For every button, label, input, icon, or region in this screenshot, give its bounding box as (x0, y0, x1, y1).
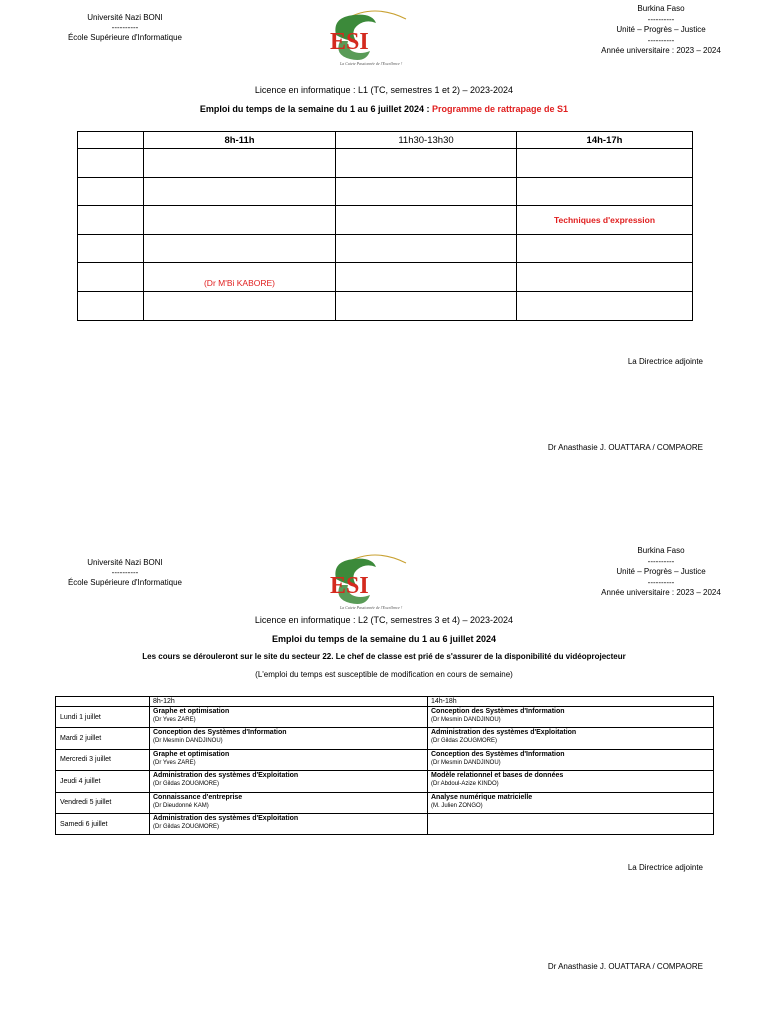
day-cell: Lundi 1 juillet (56, 707, 150, 728)
dashes: ---------- (647, 556, 675, 566)
course-name: Graphe et optimisation (153, 708, 230, 715)
table-cell (144, 234, 336, 263)
table-cell (144, 177, 336, 206)
course-name: Administration des systèmes d'Exploitation (153, 814, 299, 822)
morning-cell (150, 792, 428, 813)
school-name: École Supérieure d'Informatique (67, 578, 183, 587)
table-row (78, 206, 693, 235)
header-left (35, 556, 215, 589)
course-name: Conception des Systèmes d'Information (153, 729, 287, 737)
afternoon-cell (428, 792, 714, 813)
table-row (56, 771, 714, 792)
table-cell (144, 206, 336, 235)
teacher-name: (Dr Gildas ZOUGMORE) (153, 781, 219, 788)
table-cell (517, 234, 693, 263)
subtitle-text: Emploi du temps de la semaine du 1 au 6 juillet 2024 : (199, 104, 432, 114)
table-cell (517, 263, 693, 292)
notice-text: Les cours se dérouleront sur le site du secteur 22. Le chef de classe est prié de s'assurer de la disponibilité du vidéoprojecteur (142, 652, 626, 661)
teacher-name: (Dr Gildas ZOUGMORE) (153, 823, 219, 830)
header-cell: 14h-17h (517, 132, 693, 149)
table-row (78, 177, 693, 206)
header-cell (56, 697, 150, 707)
dashes: ---------- (647, 35, 675, 45)
day-cell: Samedi 6 juillet (56, 813, 150, 834)
day-cell: Jeudi 4 juillet (56, 771, 150, 792)
morning-cell (150, 749, 428, 770)
teacher-name: (M. Julien ZONGO) (431, 802, 483, 809)
table-cell (336, 206, 517, 235)
course-name: Conception des Systèmes d'Information (431, 750, 565, 758)
table-cell (336, 263, 517, 292)
table-cell (517, 149, 693, 178)
table-cell: Techniques d'expression (517, 206, 693, 235)
motto: Unité – Progrès – Justice (616, 567, 706, 576)
teacher-name: (Dr Yves ZARE) (153, 759, 196, 766)
motto: Unité – Progrès – Justice (616, 25, 706, 34)
svg-text:ESI: ESI (330, 29, 369, 55)
table-cell (336, 177, 517, 206)
course-name: Administration des systèmes d'Exploitation (431, 729, 577, 737)
header-cell: 8h-12h (150, 697, 428, 707)
table-cell (78, 206, 144, 235)
teacher-name: (Dr Abdoul-Azize KINDO) (431, 781, 499, 788)
dashes: ---------- (647, 577, 675, 587)
university-name: Université Nazi BONI (87, 558, 163, 567)
svg-text:ESI: ESI (330, 573, 369, 599)
teacher-name: (Dr Mesmin DANDJINOU) (431, 759, 501, 766)
morning-cell (150, 728, 428, 749)
table-cell: (Dr M'Bi KABORE) (144, 263, 336, 292)
schedule-subtitle: Emploi du temps de la semaine du 1 au 6 juillet 2024 (271, 634, 497, 644)
l2-timetable (55, 696, 714, 835)
academic-year: Année universitaire : 2023 – 2024 (601, 46, 721, 55)
table-cell (78, 234, 144, 263)
table-row (56, 749, 714, 770)
signer-title: La Directrice adjointe (627, 357, 703, 366)
header-cell: 14h-18h (428, 697, 714, 707)
afternoon-cell (428, 813, 714, 834)
course-name: Connaissance d'entreprise (153, 793, 243, 801)
course-name: Conception des Systèmes d'Information (431, 708, 565, 715)
header-cell (78, 132, 144, 149)
morning-cell (150, 707, 428, 728)
afternoon-cell (428, 749, 714, 770)
table-row (78, 149, 693, 178)
morning-cell (150, 813, 428, 834)
table-cell (144, 149, 336, 178)
table-cell (336, 291, 517, 320)
header-right (571, 546, 751, 599)
course-name: Graphe et optimisation (153, 750, 230, 758)
program-title: Licence en informatique : L1 (TC, semestres 1 et 2) – 2023-2024 (254, 85, 514, 95)
teacher-name: (Dr Dieudonné KAM) (153, 802, 209, 809)
day-cell: Mercredi 3 juillet (56, 749, 150, 770)
day-cell: Mardi 2 juillet (56, 728, 150, 749)
table-cell (78, 263, 144, 292)
university-name: Université Nazi BONI (87, 13, 163, 22)
table-cell (78, 177, 144, 206)
header-left (35, 11, 215, 44)
table-row (78, 234, 693, 263)
table-row (56, 813, 714, 834)
table-cell (336, 149, 517, 178)
table-cell (517, 291, 693, 320)
country: Burkina Faso (637, 4, 685, 13)
day-cell: Vendredi 5 juillet (56, 792, 150, 813)
table-cell (78, 149, 144, 178)
school-name: École Supérieure d'Informatique (67, 33, 183, 42)
table-row (56, 728, 714, 749)
teacher-name: (Dr Mesmin DANDJINOU) (153, 738, 223, 745)
table-cell (144, 291, 336, 320)
teacher-name: (Dr Mesmin DANDJINOU) (431, 717, 501, 723)
svg-text:La Cuiete Passionnée de l'Exce: La Cuiete Passionnée de l'Excellence ! (340, 605, 403, 610)
afternoon-cell (428, 771, 714, 792)
afternoon-cell (428, 707, 714, 728)
esi-logo-icon (326, 5, 422, 67)
svg-text:La Cuiete Passionnée de l'Exce: La Cuiete Passionnée de l'Excellence ! (340, 61, 403, 66)
course-name: Modèle relationnel et bases de données (431, 772, 564, 780)
dashes: ---------- (111, 23, 139, 32)
school-logo (326, 549, 422, 616)
esi-logo-icon (326, 549, 422, 611)
table-cell (78, 291, 144, 320)
table-row (56, 707, 714, 728)
header-cell: 8h-11h (144, 132, 336, 149)
signer-title: La Directrice adjointe (627, 863, 703, 872)
dashes: ---------- (111, 568, 139, 577)
table-cell (517, 177, 693, 206)
table-row (56, 792, 714, 813)
academic-year: Année universitaire : 2023 – 2024 (601, 588, 721, 597)
l1-timetable (77, 131, 693, 321)
dashes: ---------- (647, 14, 675, 24)
header-right (571, 4, 751, 57)
schedule-subtitle (0, 104, 768, 114)
table-cell (336, 234, 517, 263)
course-name: Analyse numérique matricielle (431, 793, 533, 801)
subtitle-highlight: Programme de rattrapage de S1 (432, 104, 569, 114)
table-row (78, 291, 693, 320)
table-header-row (78, 132, 693, 149)
signer-name: Dr Anasthasie J. OUATTARA / COMPAORE (547, 443, 703, 452)
afternoon-cell (428, 728, 714, 749)
morning-cell (150, 771, 428, 792)
country: Burkina Faso (637, 546, 685, 555)
program-title: Licence en informatique : L2 (TC, semestres 3 et 4) – 2023-2024 (254, 615, 514, 625)
notice-subtext: (L'emploi du temps est susceptible de modification en cours de semaine) (255, 670, 513, 679)
teacher-name: (Dr Yves ZARE) (153, 717, 196, 723)
header-cell: 11h30-13h30 (336, 132, 517, 149)
signer-name: Dr Anasthasie J. OUATTARA / COMPAORE (547, 962, 703, 971)
course-name: Administration des systèmes d'Exploitation (153, 772, 299, 780)
table-row (78, 263, 693, 292)
school-logo (326, 5, 422, 72)
table-header-row (56, 697, 714, 707)
teacher-name: (Dr Gildas ZOUGMORE) (431, 738, 497, 745)
